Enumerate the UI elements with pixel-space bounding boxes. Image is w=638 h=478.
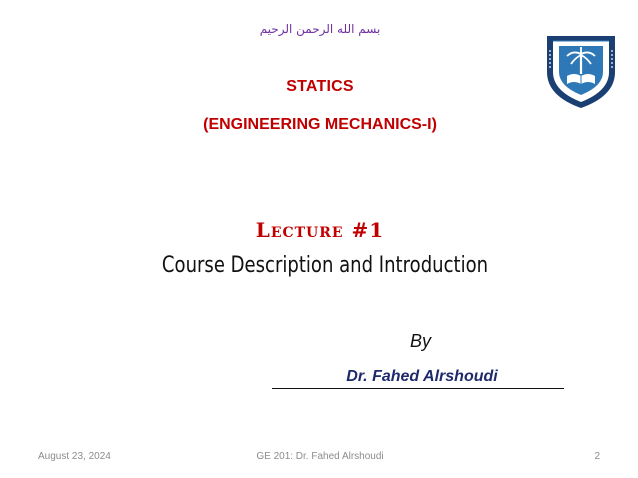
page-number: 2 — [594, 451, 600, 462]
footer-course: GE 201: Dr. Fahed Alrshoudi — [256, 451, 384, 462]
course-title: STATICS — [286, 78, 354, 95]
course-subtitle: (ENGINEERING MECHANICS-I) — [203, 116, 437, 133]
footer-date: August 23, 2024 — [38, 451, 111, 462]
bismillah-text: بسم الله الرحمن الرحيم — [259, 22, 381, 36]
author-name: Dr. Fahed Alrshoudi — [300, 368, 544, 386]
by-label: By — [410, 331, 432, 351]
lecture-title: Course Description and Introduction — [161, 253, 489, 278]
author-underline — [272, 388, 564, 389]
lecture-number: Lecture #1 — [255, 218, 385, 242]
university-logo-icon — [543, 30, 619, 110]
